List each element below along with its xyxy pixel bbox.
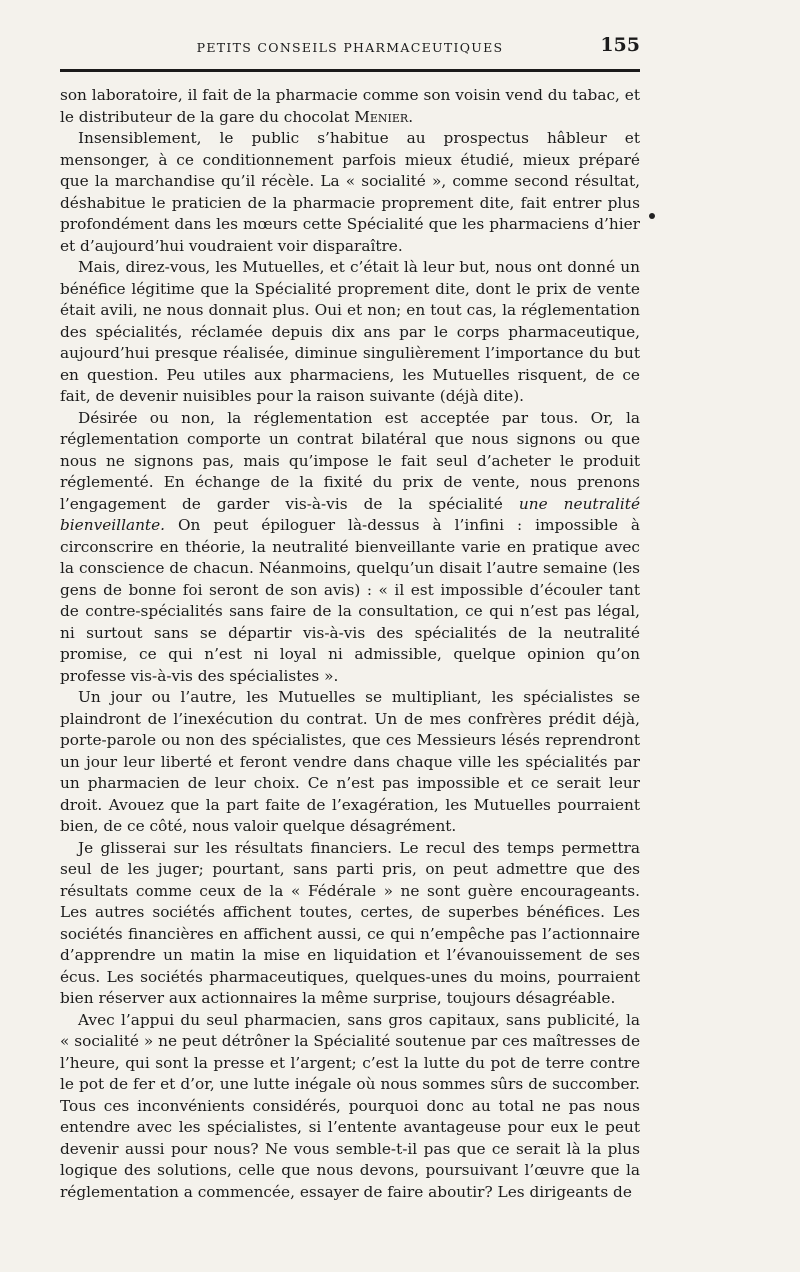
body-text [60, 85, 640, 1203]
margin-ink-dot [649, 213, 655, 219]
chocolate-brand-name: Menier [354, 107, 409, 126]
paragraph-3: Mais, direz-vous, les Mutuelles, et c’était là leur but, nous ont donné un bénéfice légitime que la Spécialité proprement dite, dont le prix de vente était avili, ne nous donnait plus. Oui et non; en tout cas, la réglementation des spécialités, réclamée depuis dix ans par le corps pharmaceutique, aujourd’hui presque réalisée, diminue singulièrement l’importance du but en question. Peu utiles aux pharmaciens, les Mutuelles risquent, de ce fait, de devenir nuisibles pour la raison suivante (déjà dite). [60, 258, 640, 405]
paragraph-4-italic: une neutralité bienveillante. [60, 494, 640, 534]
paragraph-2: Insensiblement, le public s’habitue au prospectus hâbleur et mensonger, à ce conditionnement parfois mieux étudié, mieux préparé que la marchandise qu’il récèle. La « socialité », comme second résultat, déshabitue le praticien de la pharmacie proprement dite, fait entrer plus profondément dans les mœurs cette Spécialité que les pharmaciens d’hier et d’aujourd’hui voudraient voir disparaître. [60, 129, 640, 255]
paragraph-4-rest: On peut épiloguer là-dessus à l’infini : impossible à circonscrire en théorie, la neutralité bienveillante varie en pratique avec la conscience de chacun. Néanmoins, quelqu’un disait l’autre semaine (les gens de bonne foi seront de son avis) : « il est impossible d’écouler tant de contre-spécialités sans faire de la consultation, ce qui n’est pas légal, ni surtout sans se départir vis-à-vis des spécialités de la neutralité promise, ce qui n’est ni loyal ni admissible, quelque opinion qu’on professe vis-à-vis des spécialistes ». [60, 516, 640, 685]
paragraph-1-text: son laboratoire, il fait de la pharmacie comme son voisin vend du tabac, et le distributeur de la gare du chocolat [60, 86, 640, 126]
page-number: 155 [600, 34, 640, 56]
paragraph-6: Je glisserai sur les résultats financiers. Le recul des temps permettra seul de les juger; pourtant, sans parti pris, on peut admettre que des résultats comme ceux de la « Fédérale » ne sont guère encourageants. Les autres sociétés affichent toutes, certes, de superbes bénéfices. Les sociétés financières en affichent aussi, ce qui n’empêche pas l’actionnaire d’apprendre un matin la mise en liquidation et l’évanouissement de ses écus. Les sociétés pharmaceutiques, quelques-unes du moins, pourraient bien réserver aux actionnaires la même surprise, toujours désagréable. [60, 838, 640, 1007]
paragraph-5: Un jour ou l’autre, les Mutuelles se multipliant, les spécialistes se plaindront de l’inexécution du contrat. Un de mes confrères prédit déjà, porte-parole ou non des spécialistes, que ces Messieurs lésés reprendront un jour leur liberté et feront vendre dans chaque ville les spécialités par un pharmacien de leur choix. Ce n’est pas impossible et ce serait leur droit. Avouez que la part faite de l’exagération, les Mutuelles pourraient bien, de ce côté, nous valoir quelque désagrément. [60, 688, 640, 835]
running-title: PETITS CONSEILS PHARMACEUTIQUES [196, 40, 504, 55]
paragraph-1 [60, 85, 640, 128]
paragraph-7: Avec l’appui du seul pharmacien, sans gros capitaux, sans publicité, la « socialité » ne peut détrôner la Spécialité soutenue par ces maîtresses de l’heure, qui sont la presse et l’argent; c’est la lutte du pot de terre contre le pot de fer et d’or, une lutte inégale où nous sommes sûrs de succomber. Tous ces inconvénients considérés, pourquoi donc au total ne pas nous entendre avec les spécialistes, si l’entente avantageuse pour eux le peut devenir aussi pour nous? Ne vous semble-t-il pas que ce serait là la plus logique des solutions, celle que nous devons, poursuivant l’œuvre que la réglementation a commencée, essayer de faire aboutir? Les dirigeants de [60, 1010, 640, 1201]
running-head [60, 34, 640, 58]
header-rule [60, 69, 640, 72]
paragraph-1-end: . [408, 107, 414, 126]
paragraph-4-text: Désirée ou non, la réglementation est acceptée par tous. Or, la réglementation comporte un contrat bilatéral que nous signons ou que nous ne signons pas, mais qu’impose le fait seul d’acheter le produit réglementé. En échange de la fixité du prix de vente, nous prenons l’engagement de garder vis-à-vis de la spécialité [60, 408, 640, 513]
paragraph-4 [60, 408, 640, 688]
